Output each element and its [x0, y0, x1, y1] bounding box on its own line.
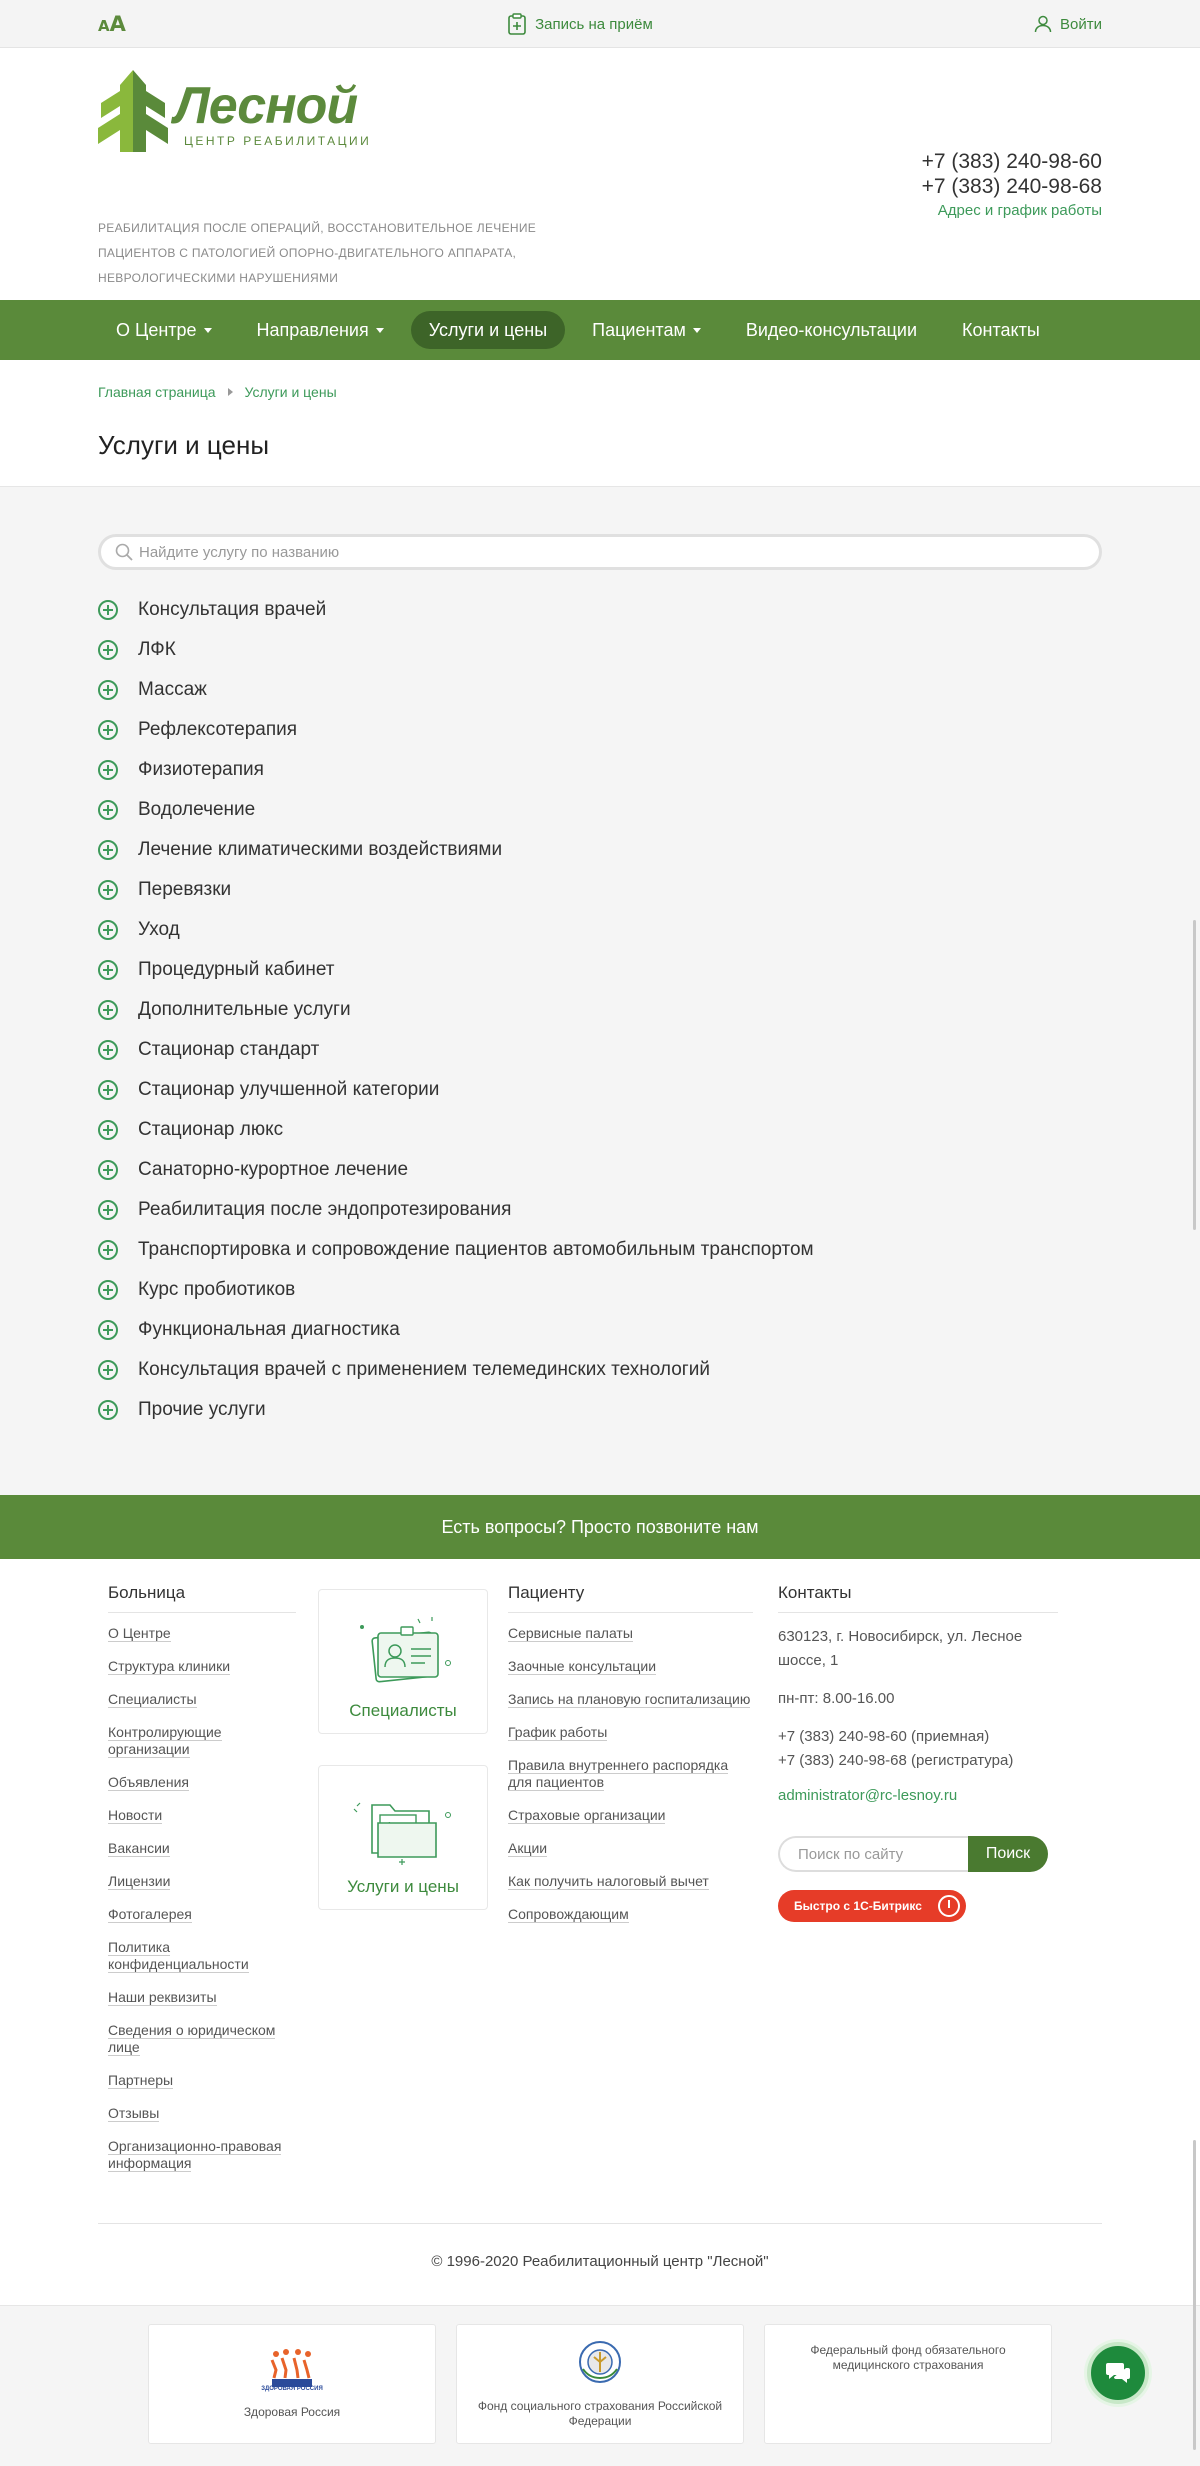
fss-emblem-icon: [577, 2339, 623, 2385]
address-schedule-link[interactable]: Адрес и график работы: [937, 202, 1102, 219]
page-title: Услуги и цены: [98, 430, 270, 460]
plus-circle-icon[interactable]: [98, 1240, 118, 1260]
service-label: Санаторно-курортное лечение: [138, 1159, 409, 1180]
footer-email[interactable]: administrator@rc-lesnoy.ru: [778, 1787, 958, 1804]
footer-divider: [98, 2223, 1102, 2224]
nav-item-label: О Центре: [116, 319, 197, 340]
footer-link[interactable]: Вакансии: [108, 1840, 170, 1856]
services-tile[interactable]: [318, 1765, 488, 1910]
plus-circle-icon[interactable]: [98, 1160, 118, 1180]
service-item[interactable]: [98, 910, 814, 950]
plus-circle-icon[interactable]: [98, 880, 118, 900]
footer-link[interactable]: Правила внутреннего распорядка для пациентов: [508, 1757, 729, 1790]
service-item[interactable]: [98, 1150, 814, 1190]
caret-down-icon: [693, 328, 701, 333]
service-label: Стационар улучшенной категории: [138, 1079, 440, 1100]
services-tile-label: Услуги и цены: [347, 1877, 459, 1896]
breadcrumb: [98, 384, 337, 400]
specialists-tile-label: Специалисты: [349, 1701, 457, 1720]
nav-item-about[interactable]: [98, 311, 230, 349]
service-search: [98, 534, 1102, 570]
main-nav: [0, 300, 1200, 360]
partners-section: [0, 2305, 1200, 2465]
service-item[interactable]: [98, 750, 814, 790]
service-label: Лечение климатическими воздействиями: [138, 839, 503, 860]
footer-link[interactable]: Организационно-правовая информация: [108, 2138, 282, 2171]
appointment-label: Запись на приём: [535, 15, 653, 33]
services-section: [0, 487, 1200, 1495]
service-label: Прочие услуги: [138, 1399, 266, 1420]
plus-circle-icon[interactable]: [98, 1200, 118, 1220]
partner-name: Федеральный фонд обязательного медицинского страхования: [810, 2343, 1006, 2372]
service-label: Перевязки: [138, 879, 232, 900]
login-label: Войти: [1060, 15, 1102, 33]
plus-circle-icon[interactable]: [98, 800, 118, 820]
service-item[interactable]: [98, 1270, 814, 1310]
service-label: Процедурный кабинет: [138, 959, 335, 980]
top-bar: [0, 0, 1200, 48]
plus-circle-icon[interactable]: [98, 1040, 118, 1060]
nav-item-patients[interactable]: [574, 311, 719, 349]
footer-address: 630123, г. Новосибирск, ул. Лесное шоссе, 1: [778, 1628, 1023, 1669]
plus-circle-icon[interactable]: [98, 1080, 118, 1100]
service-label: Стационар люкс: [138, 1119, 284, 1140]
footer-hospital-heading: Больница: [108, 1583, 296, 1613]
login-link[interactable]: [1034, 15, 1102, 33]
service-label: ЛФК: [138, 639, 176, 660]
plus-circle-icon[interactable]: [98, 720, 118, 740]
footer-link[interactable]: Наши реквизиты: [108, 1989, 217, 2005]
nav-item-label: Контакты: [962, 319, 1040, 340]
partner-card-healthy-russia[interactable]: [148, 2324, 436, 2444]
service-item[interactable]: [98, 990, 814, 1030]
nav-item-label: Услуги и цены: [428, 319, 548, 340]
footer-link[interactable]: Отзывы: [108, 2105, 160, 2121]
service-item[interactable]: [98, 1390, 814, 1430]
footer-hospital-column: [108, 1583, 296, 2188]
plus-circle-icon[interactable]: [98, 1400, 118, 1420]
service-label: Консультация врачей с применением телемединских технологий: [138, 1359, 710, 1380]
service-label: Физиотерапия: [138, 759, 264, 780]
pine-tree-logo-icon: [98, 70, 168, 152]
nav-item-video[interactable]: [728, 311, 935, 349]
service-item[interactable]: [98, 1310, 814, 1350]
footer-patient-heading: Пациенту: [508, 1583, 753, 1613]
nav-item-services[interactable]: [411, 311, 565, 349]
service-label: Курс пробиотиков: [138, 1279, 296, 1300]
site-footer: [0, 1559, 1200, 2305]
service-item[interactable]: [98, 710, 814, 750]
call-banner: Есть вопросы? Просто позвоните нам: [0, 1495, 1200, 1559]
bitrix-label: Быстро с 1С-Битрикс: [794, 1899, 922, 1913]
plus-circle-icon[interactable]: [98, 640, 118, 660]
service-label: Водолечение: [138, 799, 256, 820]
service-item[interactable]: [98, 670, 814, 710]
footer-link[interactable]: Партнеры: [108, 2072, 174, 2088]
footer-link[interactable]: Акции: [508, 1840, 548, 1856]
services-list: [98, 590, 814, 1430]
service-item[interactable]: [98, 950, 814, 990]
footer-link[interactable]: Как получить налоговый вычет: [508, 1873, 709, 1889]
search-icon: [115, 543, 133, 561]
footer-link[interactable]: Страховые организации: [508, 1807, 666, 1823]
footer-link[interactable]: Новости: [108, 1807, 163, 1823]
clock-icon: [938, 1895, 960, 1917]
logo-name: Лесной: [174, 77, 358, 135]
footer-link[interactable]: Сервисные палаты: [508, 1625, 633, 1641]
service-item[interactable]: [98, 870, 814, 910]
footer-link[interactable]: Объявления: [108, 1774, 189, 1790]
specialists-tile[interactable]: [318, 1589, 488, 1734]
breadcrumb-current[interactable]: Услуги и цены: [244, 384, 337, 400]
footer-contacts-column: [778, 1583, 1058, 1804]
footer-hours: пн-пт: 8.00-16.00: [778, 1690, 895, 1707]
partner-name: Здоровая Россия: [243, 2405, 341, 2419]
bitrix-badge[interactable]: [778, 1890, 966, 1922]
footer-link[interactable]: Запись на плановую госпитализацию: [508, 1691, 751, 1707]
footer-contacts-heading: Контакты: [778, 1583, 1058, 1613]
user-icon: [1034, 15, 1052, 33]
plus-circle-icon[interactable]: [98, 1320, 118, 1340]
service-search-input[interactable]: [139, 544, 1039, 561]
partner-logo-text: ЗДОРОВАЯ РОССИЯ: [261, 2386, 323, 2392]
partner-card-fss[interactable]: [456, 2324, 744, 2444]
plus-circle-icon[interactable]: [98, 960, 118, 980]
plus-circle-icon[interactable]: [98, 600, 118, 620]
service-item[interactable]: [98, 790, 814, 830]
footer-link[interactable]: Сведения о юридическом лице: [108, 2022, 276, 2055]
service-label: Стационар стандарт: [138, 1039, 320, 1060]
nav-item-label: Видео-консультации: [745, 319, 918, 340]
service-item[interactable]: [98, 1030, 814, 1070]
footer-link[interactable]: График работы: [508, 1724, 608, 1740]
site-search-button[interactable]: Поиск: [968, 1836, 1048, 1872]
service-item[interactable]: [98, 1110, 814, 1150]
plus-circle-icon[interactable]: [98, 840, 118, 860]
font-small-label[interactable]: A: [98, 17, 110, 35]
plus-circle-icon[interactable]: [98, 1120, 118, 1140]
scrollbar-thumb-lower[interactable]: [1193, 2140, 1196, 2450]
site-header: [0, 48, 1200, 300]
partner-card-ffoms[interactable]: [764, 2324, 1052, 2444]
chat-button[interactable]: [1087, 2342, 1149, 2404]
font-size-toggle[interactable]: [98, 12, 126, 36]
caret-down-icon: [376, 328, 384, 333]
service-item[interactable]: [98, 830, 814, 870]
footer-phone-2[interactable]: +7 (383) 240-98-68 (регистратура): [778, 1752, 1014, 1769]
footer-link[interactable]: Структура клиники: [108, 1658, 231, 1674]
site-tagline: РЕАБИЛИТАЦИЯ ПОСЛЕ ОПЕРАЦИЙ, ВОССТАНОВИТЕЛЬНОЕ ЛЕЧЕНИЕ ПАЦИЕНТОВ С ПАТОЛОГИЕЙ ОПОРНО-ДВИГАТЕЛЬНОГО АППАРАТА, НЕВРОЛОГИЧЕСКИМИ НАРУШЕНИЯМИ: [98, 221, 537, 285]
id-card-icon: [348, 1613, 458, 1691]
caret-down-icon: [204, 328, 212, 333]
font-big-label[interactable]: A: [109, 12, 126, 36]
plus-circle-icon[interactable]: [98, 920, 118, 940]
title-area: [0, 360, 1200, 487]
plus-circle-icon[interactable]: [98, 1360, 118, 1380]
service-item[interactable]: [98, 630, 814, 670]
folder-icon: [348, 1785, 458, 1867]
partner-name: Фонд социального страхования Российской Федерации: [477, 2399, 723, 2428]
service-label: Уход: [138, 919, 180, 940]
nav-item-label: Пациентам: [592, 319, 686, 340]
nav-item-contacts[interactable]: [944, 311, 1058, 349]
footer-patient-column: [508, 1583, 753, 1939]
copyright: © 1996-2020 Реабилитационный центр "Лесной": [431, 2253, 769, 2270]
plus-circle-icon[interactable]: [98, 680, 118, 700]
service-item[interactable]: [98, 590, 814, 630]
header-contacts: [922, 149, 1102, 219]
service-label: Рефлексотерапия: [138, 719, 298, 740]
footer-phone-1[interactable]: +7 (383) 240-98-60 (приемная): [778, 1728, 990, 1745]
header-phone-2[interactable]: +7 (383) 240-98-68: [921, 175, 1102, 198]
service-item[interactable]: [98, 1350, 814, 1390]
nav-item-label: Направления: [256, 319, 369, 340]
header-phone-1[interactable]: +7 (383) 240-98-60: [921, 150, 1102, 173]
service-label: Транспортировка и сопровождение пациентов автомобильным транспортом: [138, 1239, 814, 1260]
logo-subtitle: ЦЕНТР РЕАБИЛИТАЦИИ: [184, 134, 372, 148]
breadcrumb-arrow-icon: [228, 388, 233, 396]
footer-link[interactable]: Контролирующие организации: [108, 1724, 222, 1757]
scrollbar-thumb[interactable]: [1193, 920, 1196, 1230]
service-label: Дополнительные услуги: [138, 999, 351, 1020]
plus-circle-icon[interactable]: [98, 1000, 118, 1020]
footer-link[interactable]: О Центре: [108, 1625, 171, 1641]
breadcrumb-home[interactable]: Главная страница: [98, 384, 216, 400]
chat-bubble-icon: [1105, 2361, 1131, 2385]
service-item[interactable]: [98, 1230, 814, 1270]
service-label: Массаж: [138, 679, 207, 700]
plus-circle-icon[interactable]: [98, 760, 118, 780]
nav-item-directions[interactable]: [239, 311, 402, 349]
clipboard-plus-icon: [507, 13, 527, 35]
service-label: Консультация врачей: [138, 599, 327, 620]
site-search-form: [778, 1836, 1048, 1872]
footer-link[interactable]: Сопровождающим: [508, 1906, 629, 1922]
site-search-input[interactable]: [778, 1836, 968, 1872]
service-label: Функциональная диагностика: [138, 1319, 400, 1340]
appointment-link[interactable]: [507, 13, 653, 35]
site-logo[interactable]: [98, 70, 371, 152]
service-label: Реабилитация после эндопротезирования: [138, 1199, 512, 1220]
service-item[interactable]: [98, 1190, 814, 1230]
footer-link[interactable]: Фотогалерея: [108, 1906, 192, 1922]
plus-circle-icon[interactable]: [98, 1280, 118, 1300]
service-item[interactable]: [98, 1070, 814, 1110]
footer-link[interactable]: Политика конфиденциальности: [108, 1939, 249, 1972]
footer-link[interactable]: Лицензии: [108, 1873, 171, 1889]
footer-link[interactable]: Специалисты: [108, 1691, 197, 1707]
footer-link[interactable]: Заочные консультации: [508, 1658, 657, 1674]
